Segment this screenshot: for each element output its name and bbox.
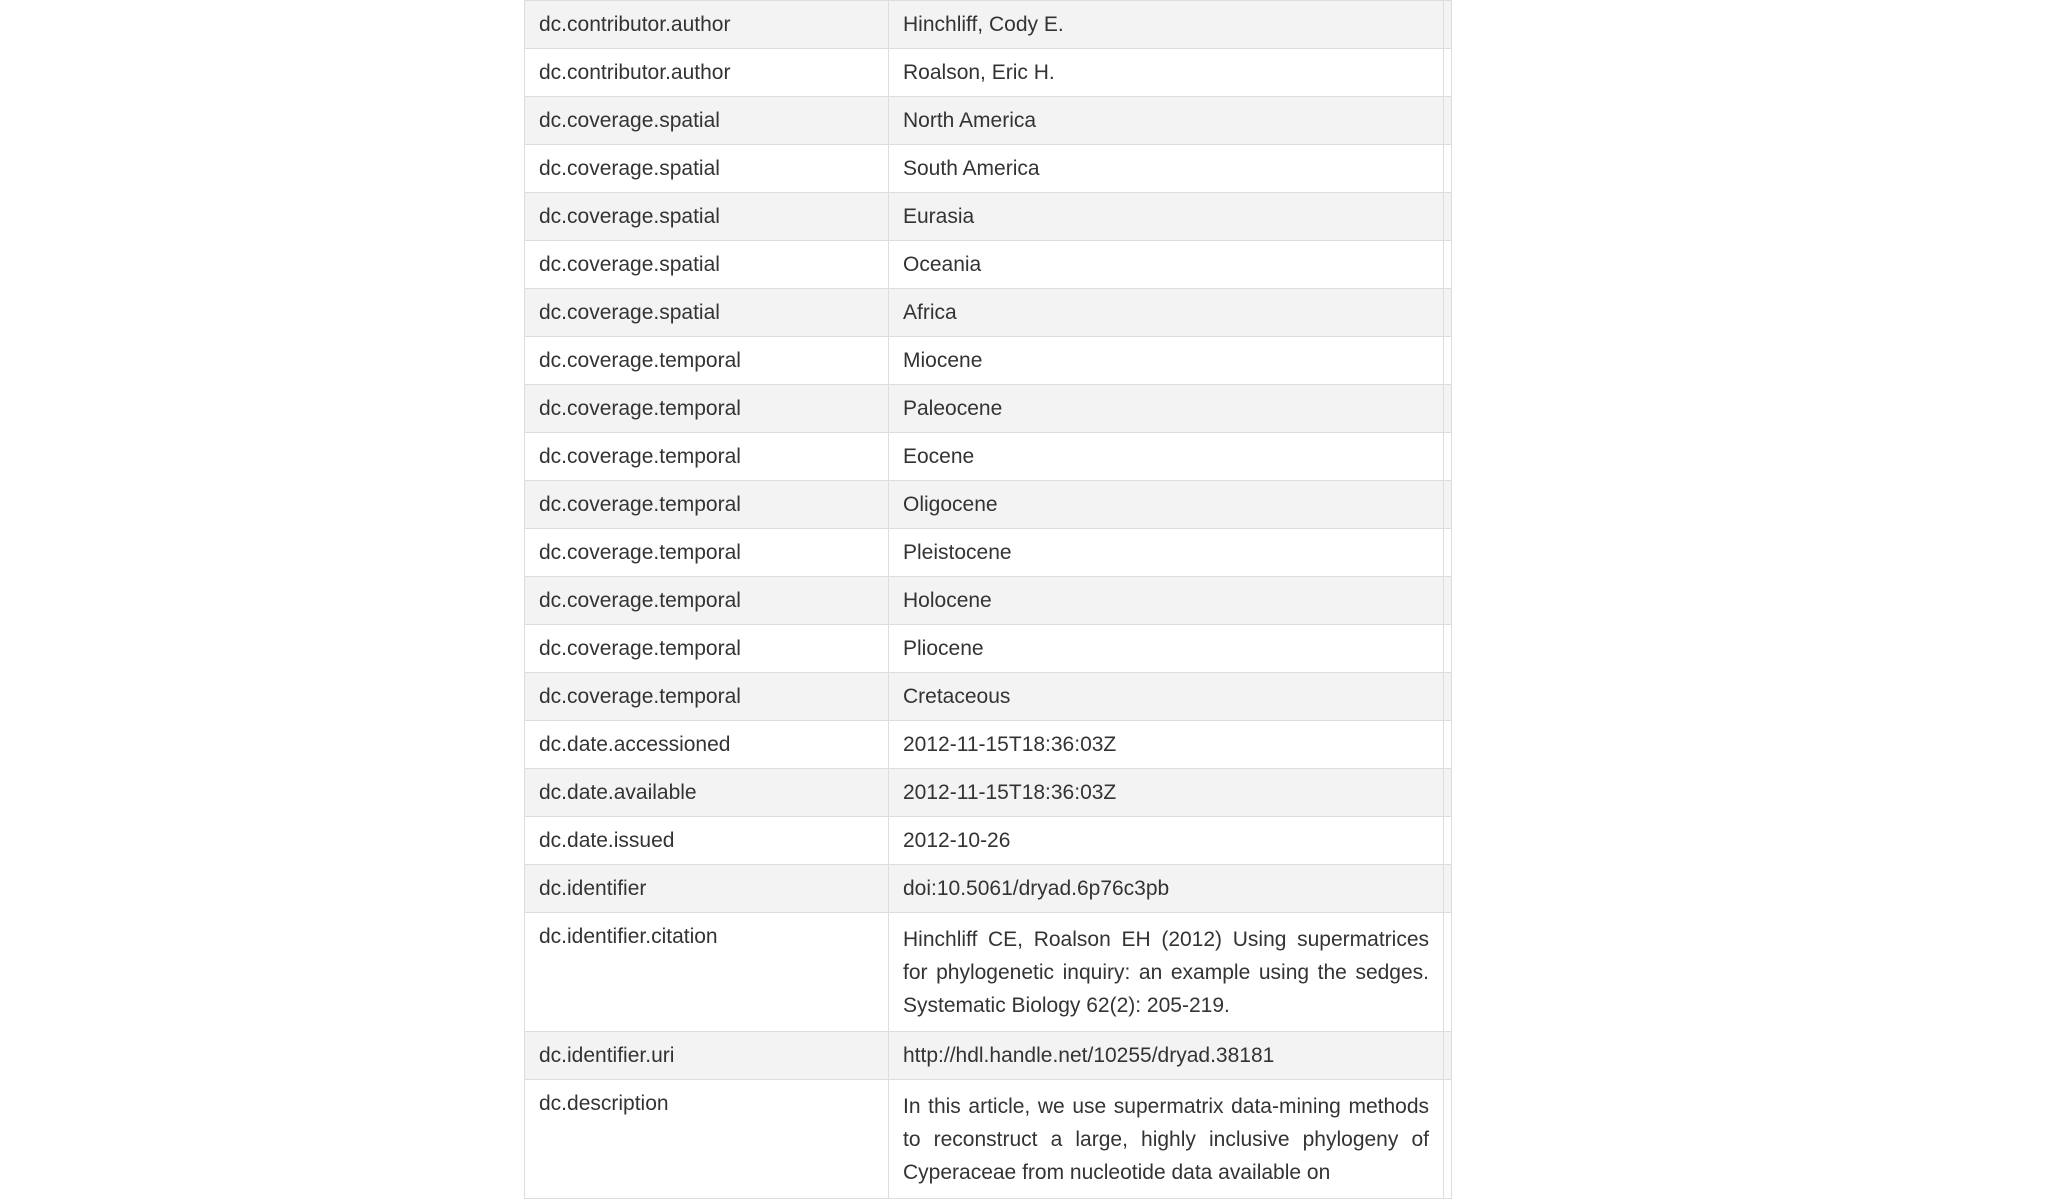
metadata-field-name: dc.coverage.spatial [525,193,889,241]
metadata-field-value: Holocene [889,577,1444,625]
metadata-language-cell [1444,913,1452,1032]
metadata-field-name: dc.coverage.temporal [525,385,889,433]
metadata-language-cell [1444,193,1452,241]
metadata-language-cell [1444,1032,1452,1080]
metadata-field-value: Paleocene [889,385,1444,433]
metadata-field-name: dc.coverage.spatial [525,97,889,145]
metadata-field-name: dc.coverage.temporal [525,673,889,721]
metadata-language-cell [1444,1080,1452,1199]
metadata-field-name: dc.coverage.spatial [525,145,889,193]
metadata-language-cell [1444,817,1452,865]
metadata-language-cell [1444,865,1452,913]
metadata-field-name: dc.identifier.citation [525,913,889,1032]
table-row [525,433,1452,481]
metadata-table-container [524,0,1451,1184]
metadata-field-value: Eocene [889,433,1444,481]
metadata-language-cell [1444,385,1452,433]
table-row [525,577,1452,625]
table-row [525,337,1452,385]
metadata-field-value: doi:10.5061/dryad.6p76c3pb [889,865,1444,913]
table-row [525,97,1452,145]
table-row [525,385,1452,433]
metadata-language-cell [1444,529,1452,577]
table-row [525,1032,1452,1080]
metadata-field-value: In this article, we use supermatrix data-mining methods to reconstruct a large, highly inclusive phylogeny of Cyperaceae from nucleotide data available on [889,1080,1444,1199]
metadata-language-cell [1444,721,1452,769]
table-row [525,1,1452,49]
metadata-field-name: dc.description [525,1080,889,1199]
metadata-language-cell [1444,577,1452,625]
table-row [525,913,1452,1032]
metadata-field-name: dc.date.issued [525,817,889,865]
table-row [525,289,1452,337]
metadata-field-value: 2012-11-15T18:36:03Z [889,769,1444,817]
table-row [525,673,1452,721]
metadata-language-cell [1444,145,1452,193]
metadata-field-name: dc.identifier [525,865,889,913]
metadata-field-value: Hinchliff CE, Roalson EH (2012) Using supermatrices for phylogenetic inquiry: an example using the sedges. Systematic Biology 62(2): 205-219. [889,913,1444,1032]
table-row [525,241,1452,289]
metadata-field-value: North America [889,97,1444,145]
table-row [525,49,1452,97]
metadata-language-cell [1444,241,1452,289]
metadata-language-cell [1444,625,1452,673]
table-row [525,529,1452,577]
table-row [525,817,1452,865]
metadata-field-value: Oligocene [889,481,1444,529]
metadata-field-name: dc.coverage.temporal [525,337,889,385]
table-row [525,769,1452,817]
metadata-language-cell [1444,49,1452,97]
metadata-language-cell [1444,673,1452,721]
metadata-field-value: Africa [889,289,1444,337]
table-row [525,193,1452,241]
metadata-field-value: 2012-11-15T18:36:03Z [889,721,1444,769]
metadata-field-value: http://hdl.handle.net/10255/dryad.38181 [889,1032,1444,1080]
metadata-field-name: dc.contributor.author [525,1,889,49]
metadata-field-name: dc.contributor.author [525,49,889,97]
metadata-language-cell [1444,433,1452,481]
metadata-field-name: dc.identifier.uri [525,1032,889,1080]
metadata-field-name: dc.coverage.temporal [525,433,889,481]
table-row [525,721,1452,769]
metadata-table [524,0,1452,1199]
table-row [525,865,1452,913]
table-row [525,145,1452,193]
table-row [525,1080,1452,1199]
metadata-field-name: dc.date.available [525,769,889,817]
metadata-language-cell [1444,289,1452,337]
metadata-field-name: dc.coverage.spatial [525,289,889,337]
table-row [525,625,1452,673]
metadata-language-cell [1444,769,1452,817]
metadata-field-value: Eurasia [889,193,1444,241]
table-row [525,481,1452,529]
metadata-field-value: 2012-10-26 [889,817,1444,865]
metadata-field-value: Pliocene [889,625,1444,673]
metadata-field-value: Pleistocene [889,529,1444,577]
metadata-field-name: dc.coverage.temporal [525,625,889,673]
metadata-field-name: dc.coverage.temporal [525,481,889,529]
metadata-field-name: dc.coverage.temporal [525,577,889,625]
metadata-field-value: Hinchliff, Cody E. [889,1,1444,49]
metadata-field-name: dc.coverage.spatial [525,241,889,289]
metadata-field-value: Miocene [889,337,1444,385]
metadata-field-name: dc.coverage.temporal [525,529,889,577]
metadata-field-value: Cretaceous [889,673,1444,721]
metadata-language-cell [1444,337,1452,385]
metadata-language-cell [1444,481,1452,529]
metadata-field-value: Roalson, Eric H. [889,49,1444,97]
metadata-field-value: South America [889,145,1444,193]
metadata-language-cell [1444,1,1452,49]
metadata-field-value: Oceania [889,241,1444,289]
metadata-field-name: dc.date.accessioned [525,721,889,769]
metadata-language-cell [1444,97,1452,145]
